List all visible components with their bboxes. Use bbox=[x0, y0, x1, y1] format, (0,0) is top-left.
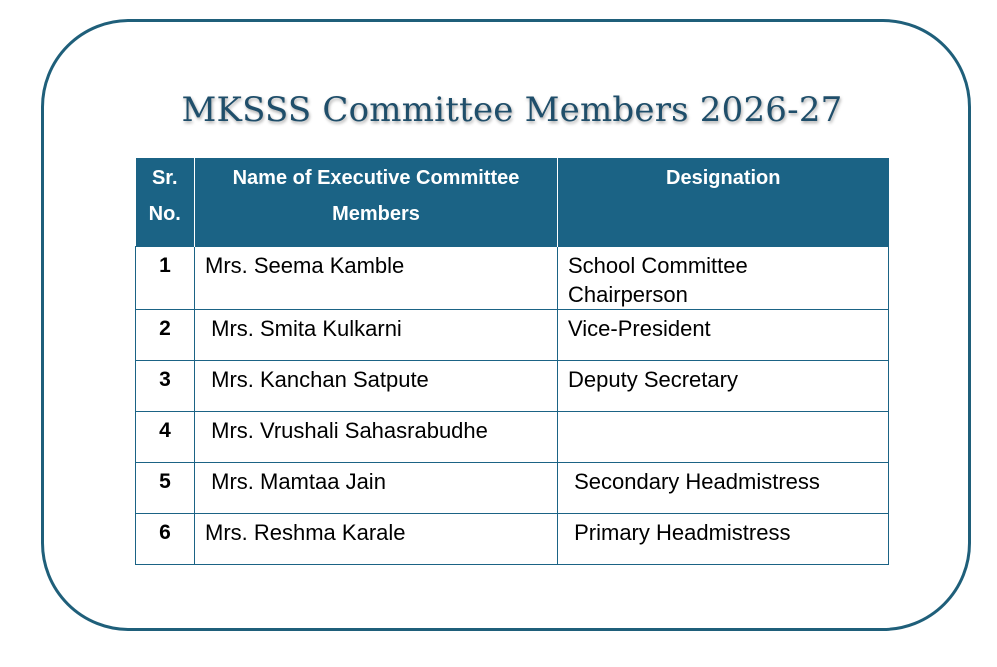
table-row bbox=[136, 513, 889, 564]
row-name: Mrs. Seema Kamble bbox=[195, 246, 558, 309]
committee-table bbox=[135, 158, 889, 565]
row-designation-line1: School Committee bbox=[568, 252, 748, 278]
row-designation-line2: Chairperson bbox=[568, 281, 688, 307]
table-header-row bbox=[136, 158, 889, 246]
row-sr: 1 bbox=[136, 246, 195, 309]
header-sr-line2: No. bbox=[148, 203, 181, 225]
row-name: Mrs. Vrushali Sahasrabudhe bbox=[195, 411, 558, 462]
row-designation: Vice-President bbox=[558, 309, 889, 360]
table-row bbox=[136, 411, 889, 462]
row-designation bbox=[558, 411, 889, 462]
header-designation bbox=[558, 158, 889, 246]
table-row bbox=[136, 462, 889, 513]
row-designation: Secondary Headmistress bbox=[558, 462, 889, 513]
table-row bbox=[136, 360, 889, 411]
header-name bbox=[195, 158, 558, 246]
header-designation-label: Designation bbox=[666, 167, 781, 189]
header-sr-no bbox=[136, 158, 195, 246]
row-sr: 5 bbox=[136, 462, 195, 513]
row-designation: Deputy Secretary bbox=[558, 360, 889, 411]
row-sr: 6 bbox=[136, 513, 195, 564]
row-designation: Primary Headmistress bbox=[558, 513, 889, 564]
row-sr: 4 bbox=[136, 411, 195, 462]
row-name: Mrs. Mamtaa Jain bbox=[195, 462, 558, 513]
row-name: Mrs. Kanchan Satpute bbox=[195, 360, 558, 411]
row-name: Mrs. Reshma Karale bbox=[195, 513, 558, 564]
header-name-line1: Name of Executive Committee bbox=[232, 167, 520, 189]
row-sr: 2 bbox=[136, 309, 195, 360]
header-sr-line1: Sr. bbox=[151, 167, 178, 189]
row-name: Mrs. Smita Kulkarni bbox=[195, 309, 558, 360]
table-row bbox=[136, 309, 889, 360]
header-name-line2: Members bbox=[332, 203, 420, 225]
page-title: MKSSS Committee Members 2026-27 bbox=[181, 90, 843, 130]
table-row bbox=[136, 246, 889, 309]
row-sr: 3 bbox=[136, 360, 195, 411]
row-designation bbox=[558, 246, 889, 309]
